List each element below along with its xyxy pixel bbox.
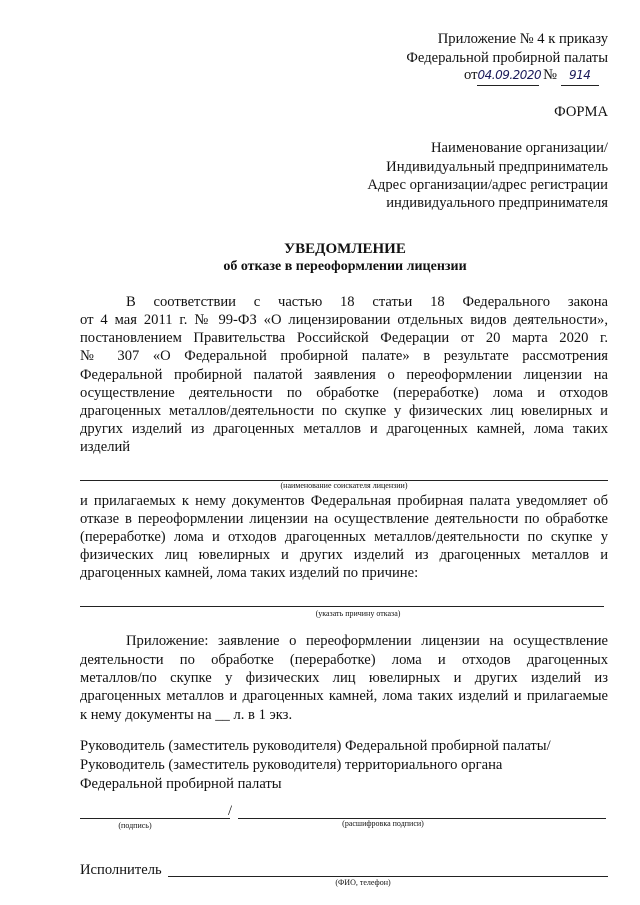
- addressee-line-4: индивидуального предпринимателя: [386, 195, 608, 211]
- form-label: ФОРМА: [554, 104, 608, 120]
- appendix-line-2: Федеральной пробирной палаты: [406, 50, 608, 66]
- signatory-line-1: Руководитель (заместитель руководителя) Федеральной пробирной палаты/: [80, 738, 551, 754]
- para1-line-3: постановлением Правительства Российской Федерации от 20 марта 2020 г.: [80, 330, 608, 346]
- document-title: УВЕДОМЛЕНИЕ: [284, 241, 406, 257]
- para1-line-4: № 307 «О Федеральной пробирной палате» в результате рассмотрения: [80, 348, 608, 364]
- signature-decode-caption: (расшифровка подписи): [342, 819, 424, 828]
- addressee-line-2: Индивидуальный предприниматель: [386, 159, 608, 175]
- signature-separator: /: [228, 803, 233, 819]
- para2-line-4: физических лиц ювелирных и других изделий из драгоценных металлов и: [80, 547, 608, 563]
- para3-line-1: Приложение: заявление о переоформлении лицензии на осуществление: [126, 633, 608, 649]
- handwritten-number: 914: [561, 66, 599, 86]
- signatory-line-2: Руководитель (заместитель руководителя) территориального органа: [80, 757, 503, 773]
- para2-line-5: драгоценных камней, лома таких изделий по причине:: [80, 565, 419, 581]
- addressee-line-1: Наименование организации/: [431, 140, 608, 156]
- addressee-line-3: Адрес организации/адрес регистрации: [367, 177, 608, 193]
- appendix-line-1: Приложение № 4 к приказу: [437, 31, 608, 47]
- signatory-line-3: Федеральной пробирной палаты: [80, 776, 282, 792]
- executor-line[interactable]: [168, 876, 608, 877]
- number-label: №: [543, 67, 558, 83]
- signature-line[interactable]: [80, 818, 230, 819]
- para3-line-5: к нему документы на __ л. в 1 экз.: [80, 707, 293, 723]
- para1-line-7: драгоценных металлов/деятельности по скупке у физических лиц ювелирных и: [80, 403, 608, 419]
- para3-line-2: деятельности по обработке (переработке) лома и отходов драгоценных: [80, 652, 608, 668]
- para3-line-3: металлов/по скупке у физических лиц ювелирных и других изделий из: [80, 670, 608, 686]
- appendix-line-3: [464, 66, 599, 86]
- para1-line-6: осуществление деятельности по обработке (переработке) лома и отходов: [80, 385, 608, 401]
- executor-caption: (ФИО, телефон): [335, 878, 391, 887]
- para1-line-2: от 4 мая 2011 г. № 99-ФЗ «О лицензировании отдельных видов деятельности»,: [80, 312, 608, 328]
- reason-line[interactable]: [80, 606, 604, 607]
- signature-caption: (подпись): [118, 821, 152, 830]
- para2-line-1: и прилагаемых к нему документов Федеральная пробирная палата уведомляет об: [80, 493, 608, 509]
- para1-line-5: Федеральной пробирной палатой заявления о переоформлении лицензии на: [80, 367, 608, 383]
- para3-line-4: драгоценных металлов и драгоценных камней, лома таких изделий и прилагаемые: [80, 688, 608, 704]
- reason-caption: (указать причину отказа): [315, 609, 401, 618]
- para2-line-2: отказе в переоформлении лицензии на осуществление деятельности по обработке: [80, 511, 608, 527]
- handwritten-date: 04.09.2020: [477, 66, 539, 86]
- para1-line-9: изделий: [80, 439, 131, 455]
- applicant-caption: (наименование соискателя лицензии): [280, 481, 408, 490]
- para1-line-8: других изделий из драгоценных металлов и драгоценных камней, лома таких: [80, 421, 608, 437]
- document-subtitle: об отказе в переоформлении лицензии: [223, 259, 467, 274]
- para1-line-1: В соответствии с частью 18 статьи 18 Федерального закона: [126, 294, 608, 310]
- from-label: от: [464, 67, 478, 83]
- para2-line-3: (переработке) лома и отходов драгоценных металлов/деятельности по скупке у: [80, 529, 608, 545]
- executor-label: Исполнитель: [80, 862, 162, 878]
